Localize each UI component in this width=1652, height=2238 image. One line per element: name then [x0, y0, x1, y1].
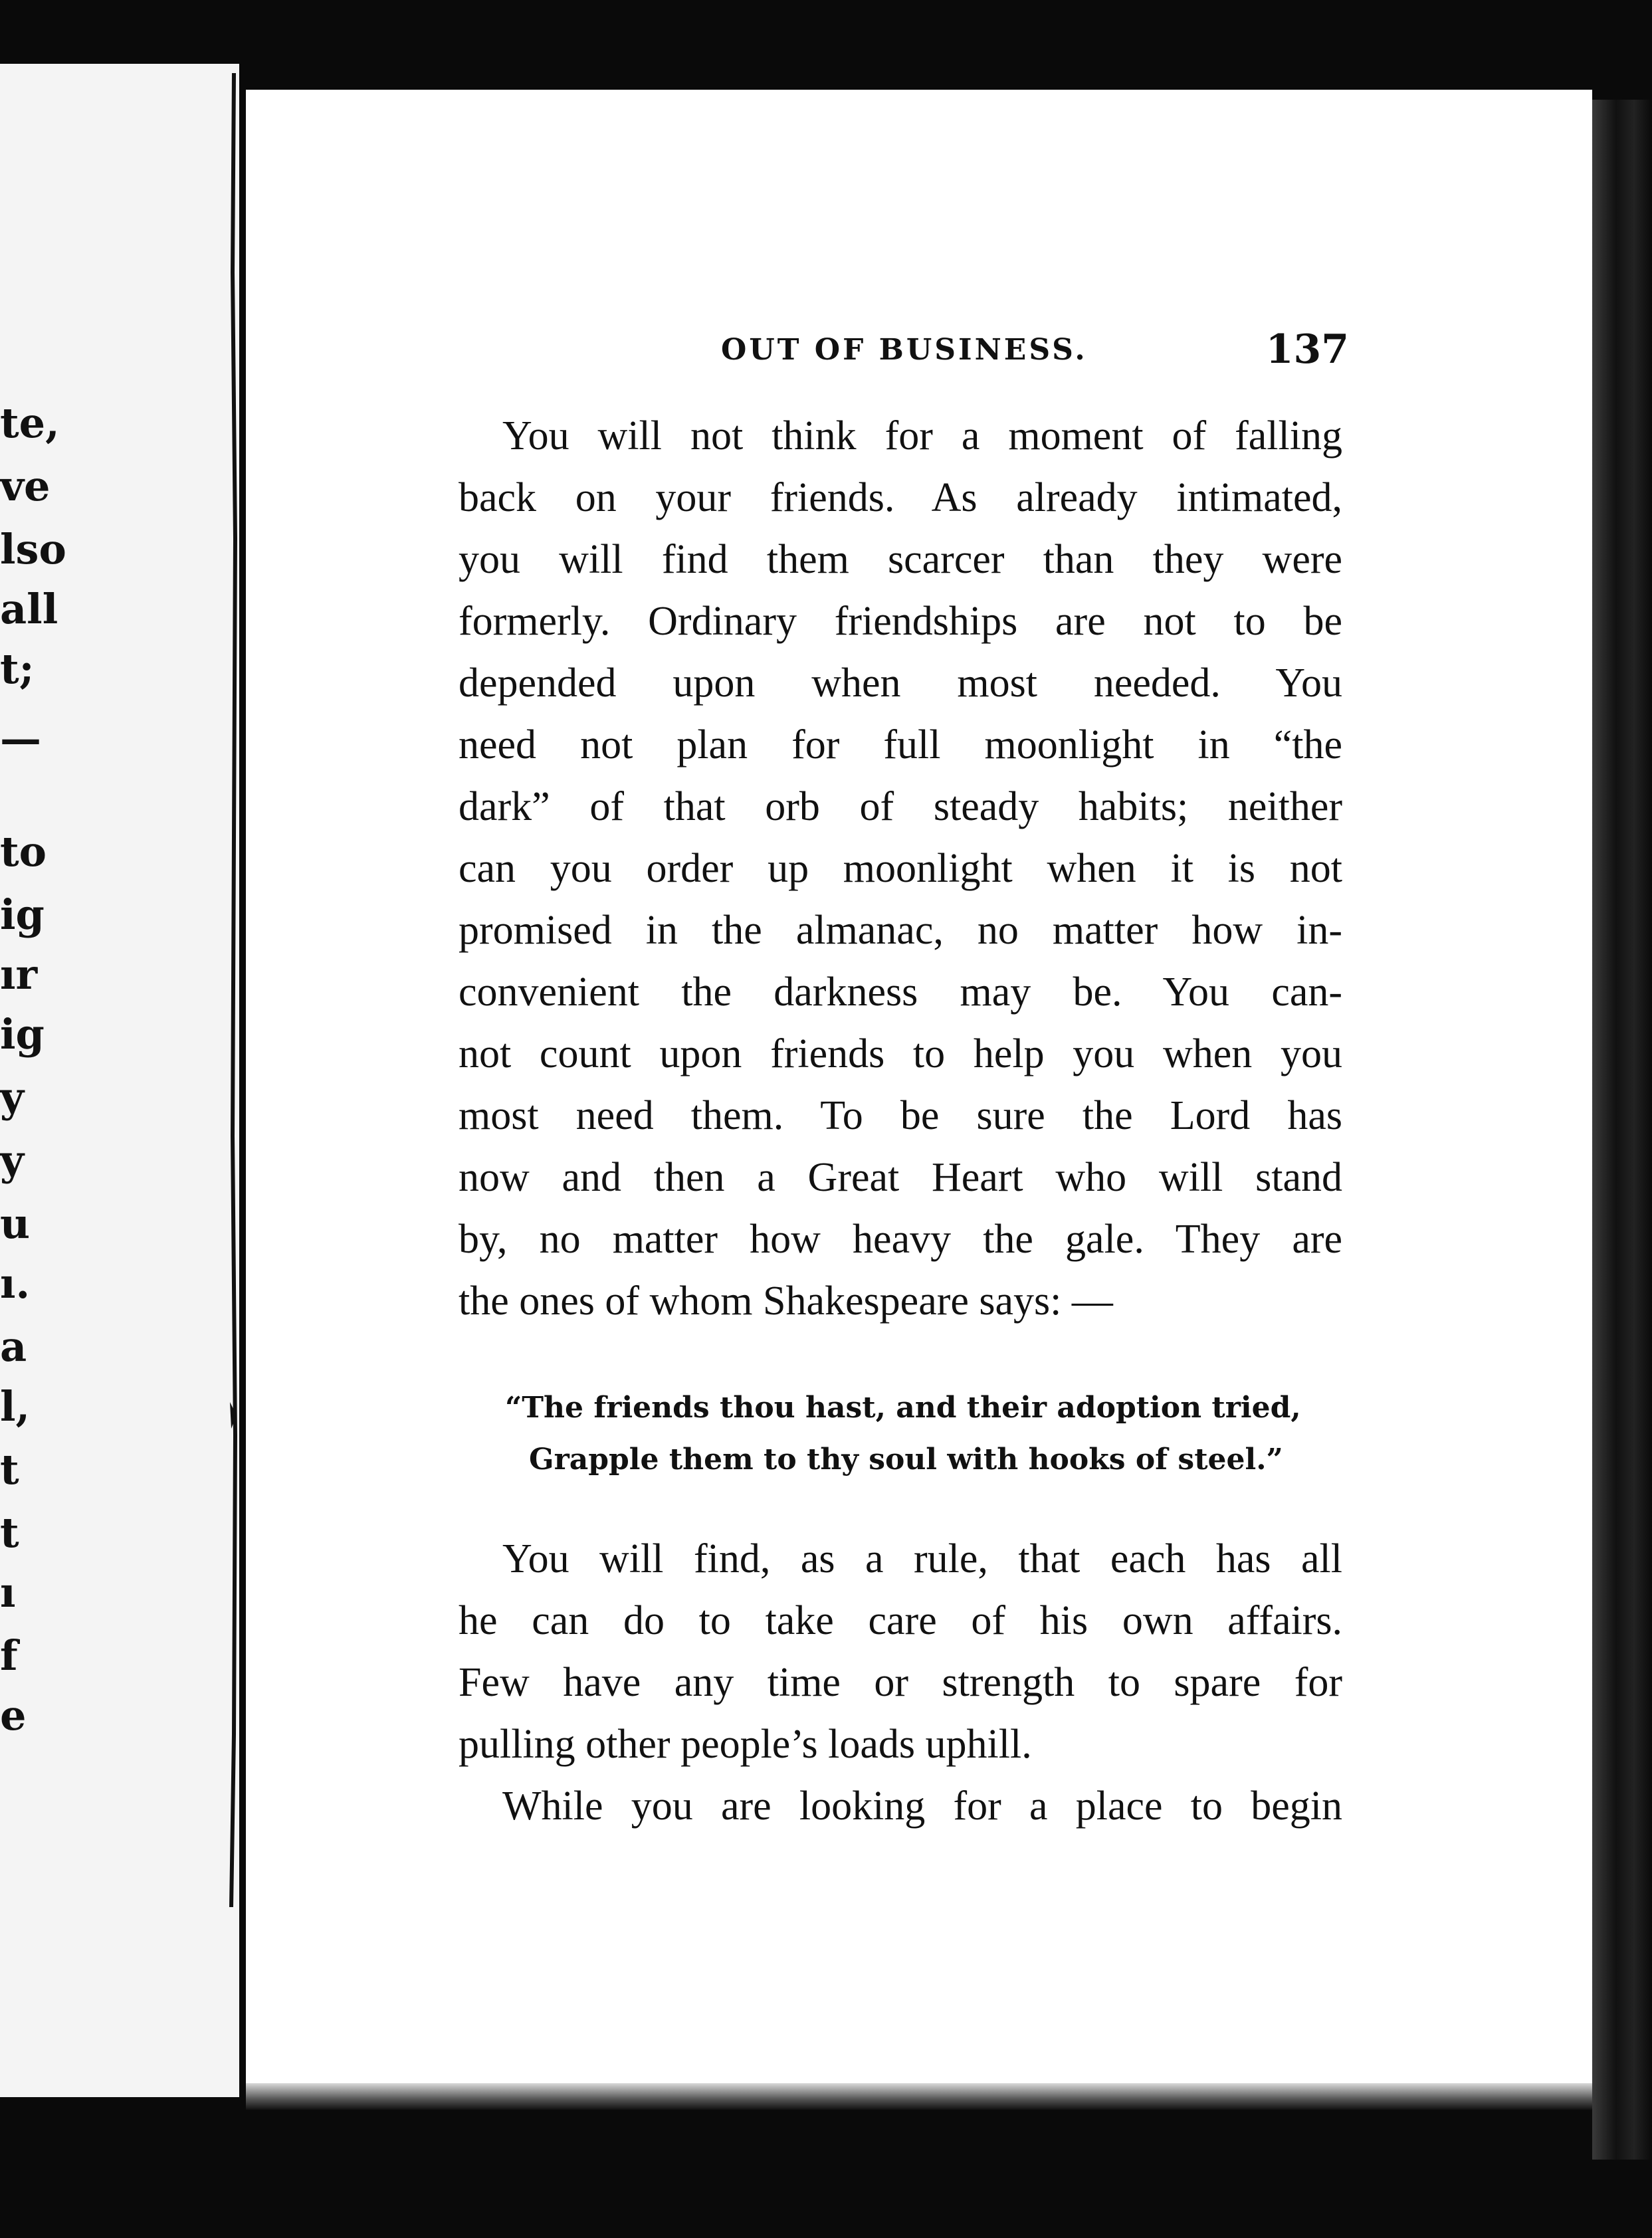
left-fragment: te, — [0, 399, 60, 447]
text-line: the ones of whom Shakespeare says: — — [459, 1278, 1113, 1324]
text-line: dark” of that orb of steady habits; neither — [459, 784, 1342, 829]
left-fragment: y — [0, 1073, 25, 1122]
text-line: he can do to take care of his own affairs. — [459, 1598, 1342, 1643]
quote-line: Grapple them to thy soul with hooks of steel.” — [529, 1443, 1283, 1476]
text-line: back on your friends. As already intimated, — [459, 475, 1342, 520]
left-fragment: ig — [0, 890, 45, 939]
body-paragraph — [459, 405, 1342, 1332]
left-fragment: f — [0, 1631, 18, 1680]
left-fragment: all — [0, 585, 58, 633]
left-fragment: ı — [0, 1568, 16, 1617]
book-gutter — [219, 73, 246, 1907]
left-page-text-fragments — [0, 64, 239, 2097]
text-line: While you are looking for a place to begin — [502, 1783, 1342, 1829]
block-quote — [505, 1382, 1301, 1486]
quote-line: “The friends thou hast, and their adoption tried, — [505, 1391, 1301, 1425]
text-line: Few have any time or strength to spare for — [459, 1660, 1342, 1705]
text-line: You will not think for a moment of falling — [502, 413, 1342, 458]
text-line: pulling other people’s loads uphill. — [459, 1722, 1032, 1767]
text-line: can you order up moonlight when it is not — [459, 846, 1342, 891]
gutter-line-graphic — [219, 73, 246, 1907]
left-fragment: u — [0, 1199, 31, 1248]
text-line: not count upon friends to help you when you — [459, 1031, 1342, 1076]
running-head: OUT OF BUSINESS. — [721, 333, 1088, 367]
body-paragraph-2 — [459, 1528, 1342, 1837]
text-line: most need them. To be sure the Lord has — [459, 1093, 1342, 1138]
text-line: by, no matter how heavy the gale. They are — [459, 1217, 1342, 1262]
left-fragment: t; — [0, 645, 35, 693]
text-line: You will find, as a rule, that each has all — [502, 1536, 1342, 1581]
left-fragment: t — [0, 1508, 19, 1557]
left-facing-page — [0, 64, 239, 2097]
left-fragment: ve — [0, 462, 51, 510]
left-fragment: lso — [0, 525, 66, 573]
text-line: you will find them scarcer than they were — [459, 537, 1342, 582]
text-line: convenient the darkness may be. You can- — [459, 969, 1342, 1015]
bottom-page-edge-shadow — [246, 2083, 1592, 2110]
left-fragment: t — [0, 1445, 19, 1494]
left-fragment: e — [0, 1691, 27, 1740]
right-page-edge-shadow — [1592, 100, 1652, 2160]
text-line: formerly. Ordinary friendships are not to be — [459, 599, 1342, 644]
left-fragment: ig — [0, 1010, 45, 1059]
left-fragment: a — [0, 1322, 27, 1371]
left-fragment: to — [0, 827, 47, 876]
left-fragment: — — [0, 714, 41, 763]
left-fragment: ır — [0, 950, 38, 999]
left-fragment: l, — [0, 1382, 31, 1431]
text-line: now and then a Great Heart who will stand — [459, 1155, 1342, 1200]
text-line: depended upon when most needed. You — [459, 661, 1342, 706]
page-number: 137 — [1265, 326, 1349, 373]
text-line: need not plan for full moonlight in “the — [459, 722, 1342, 767]
page-header — [465, 326, 1349, 375]
text-line: promised in the almanac, no matter how in- — [459, 908, 1342, 953]
left-fragment: ı. — [0, 1259, 31, 1308]
left-fragment: y — [0, 1136, 25, 1185]
